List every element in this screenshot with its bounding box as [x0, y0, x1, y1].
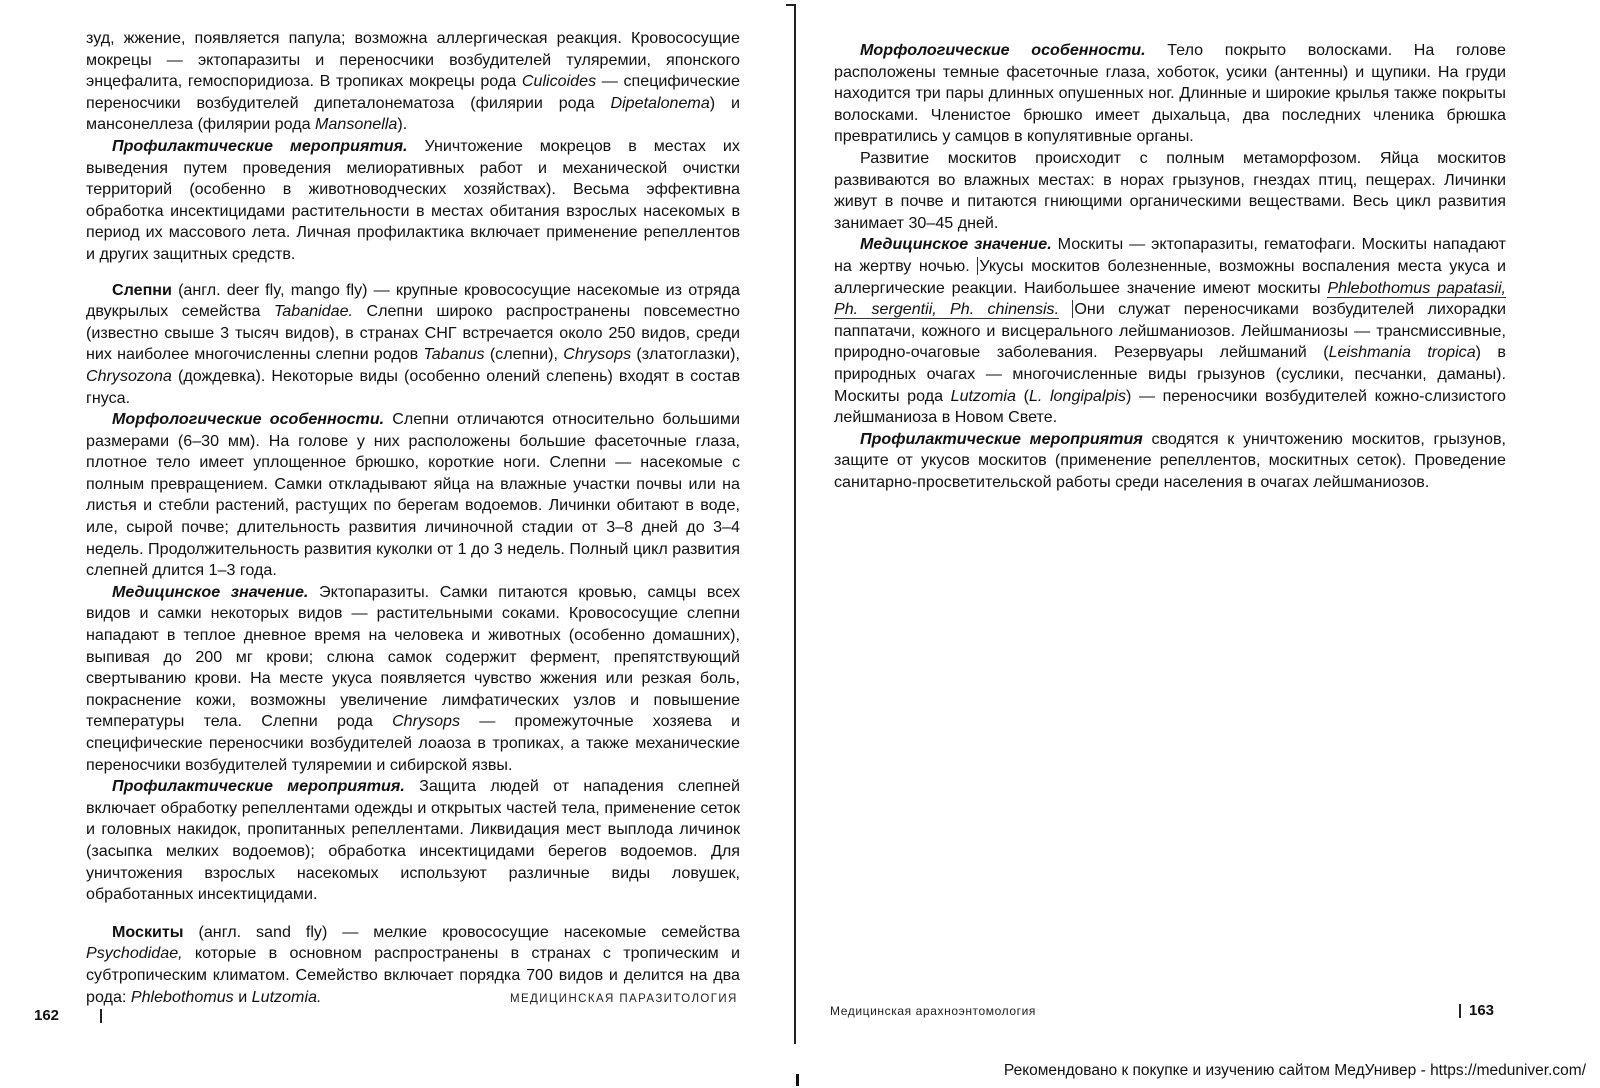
section-heading: Медицинское значение. — [860, 235, 1052, 254]
running-head: Медицинская арахноэнтомология — [830, 1004, 1037, 1018]
folio-rule — [1459, 1004, 1461, 1018]
paragraph: Профилактические мероприятия. Уничтожение мокрецов в местах их выведения путем проведения мелиоративных работ и механической очистки территорий (особенно в животноводческих хозяйствах). Весьма эффективна обработка инсектицидами растительности в местах обитания взрослых насекомых в период их массового лета. Личная профилактика включает применение репеллентов и других защитных средств. — [86, 136, 740, 263]
underlined-species: Phlebothomus papatasii, Ph. sergentii, Ph. chinensis. — [834, 278, 1506, 319]
left-text-column — [86, 28, 740, 1008]
term-heading: Москиты — [112, 922, 184, 941]
paragraph: Профилактические мероприятия сводятся к уничтожению москитов, грызунов, защите от укусов москитов (применение репеллентов, москитных сеток). Проведение санитарно-просветительской работы среди населения в очагах лейшманиозов. — [834, 429, 1506, 491]
right-page — [790, 0, 1600, 1088]
watermark-note: Рекомендовано к покупке и изучению сайтом МедУнивер - https://meduniver.com/ — [1003, 1062, 1586, 1079]
section-heading: Медицинское значение. — [112, 582, 309, 601]
section-heading: Профилактические мероприятия — [860, 429, 1143, 448]
paragraph: Москиты (англ. sand fly) — мелкие кровососущие насекомые семейства Psychodidae, которые в основном распространены в странах с тропическим и субтропическим климатом. Семейство включает порядка 700 видов и делится на два рода: Phlebothomus и Lutzomia. — [86, 922, 740, 1006]
section-heading: Морфологические особенности. — [860, 41, 1146, 59]
page-number: 162 — [34, 1007, 60, 1024]
section-heading: Профилактические мероприятия. — [112, 136, 408, 155]
paragraph: Профилактические мероприятия. Защита людей от нападения слепней включает обработку репеллентами одежды и открытых частей тела, применение сеток и головных накидок, пропитанных репеллентами. Ликвидация мест выплода личинок (засыпка мелких водоемов); обработка инсектицидами берегов водоемов. Для уничтожения взрослых насекомых используют различные виды ловушек, обработанных инсектицидами. — [86, 777, 740, 904]
paragraph: Медицинское значение. Москиты — эктопаразиты, гематофаги. Москиты нападают на жертву ночью. Укусы москитов болезненные, возможны воспаления места укуса и аллергические реакции. Наибольшее значение имеют москиты Phlebothomus papatasii, Ph. sergentii, Ph. chinensis. Они служат переносчиками возбудителей лихорадки паппатачи, кожного и висцерального лейшманиозов. Лейшманиозы — трансмиссивные, природно-очаговые заболевания. Резервуары лейшманий (Leishmania tropica) в природных очагах — многочисленные виды грызунов (суслики, песчанки, даманы). Москиты рода Lutzomia (L. longipalpis) — переносчики возбудителей кожно-слизистого лейшманиоза в Новом Свете. — [834, 235, 1506, 427]
paragraph: зуд, жжение, появляется папула; возможна аллергическая реакция. Кровососущие мокрецы — эктопаразиты и переносчики возбудителей туляремии, японского энцефалита, гемоспоридиоза. В тропиках мокрецы рода Culicoides — специфические переносчики возбудителей дипеталонематоза (филярии рода Dipetalonema) и мансонеллеза (филярии рода Mansonella). — [86, 29, 741, 134]
paragraph: Слепни (англ. deer fly, mango fly) — крупные кровососущие насекомые из отряда двукрылых семейства Tabanidae. Слепни широко распространены повсеместно (известно свыше 3 тысяч видов), в странах СНГ встречается около 250 видов, среди них наиболее многочисленны слепни родов Tabanus (слепни), Chrysops (златоглазки), Chrysozona (дождевка). Некоторые виды (особенно олений слепень) входят в состав гнуса. — [86, 280, 740, 407]
handwritten-bracket-mark: Они служат переносчиками возбудителей лихорадки паппатачи, кожного и висцерального лейшманиозов. — [834, 300, 1506, 340]
paragraph: Морфологические особенности. Тело покрыто волосками. На голове расположены темные фасеточные глаза, хоботок, усики (антенны) и щупики. На груди находится три пары длинных опушенных ног. Длинные и широкие крылья также покрыты волосками. Членистое брюшко имеет дыхальца, два последних членика брюшка превратились у самцов в копулятивные органы. — [834, 41, 1506, 146]
paragraph: Развитие москитов происходит с полным метаморфозом. Яйца москитов развиваются во влажных местах: в норах грызунов, гнездах птиц, пещерах. Личинки живут в почве и питаются гниющими органическими веществами. Весь цикл развития занимает 30–45 дней. — [834, 148, 1506, 232]
paragraph: Морфологические особенности. Слепни отличаются относительно большими размерами (6–30 мм). На голове у них расположены большие фасеточные глаза, плотное тело имеет уплощенное брюшко, короткие ноги. Слепни — насекомые с полным превращением. Самки откладывают яйца на влажные участки почвы или на листья и стебли растений, растущих по берегам водоемов. Личинки обитают в воде, иле, сырой почве; длительность развития личиночной стадии от 3–8 дней до 3–4 недель. Продолжительность развития куколки от 1 до 3 недель. Полный цикл развития слепней длится 1–3 года. — [86, 410, 740, 580]
folio-rule — [100, 1009, 102, 1023]
running-head: МЕДИЦИНСКАЯ ПАРАЗИТОЛОГИЯ — [510, 993, 738, 1005]
paragraph: Медицинское значение. Эктопаразиты. Самки питаются кровью, самцы всех видов и самки некоторых видов — растительными соками. Кровососущие слепни нападают в теплое дневное время на человека и животных (особенно домашних), выпивая до 200 мг крови; слюна самок содержит фермент, препятствующий свертыванию крови. На месте укуса появляется чувство жжения или резкая боль, покраснение кожи, возможны увеличение лимфатических узлов и повышение температуры тела. Слепни рода Chrysops — промежуточные хозяева и специфические переносчики возбудителей лоаоза в тропиках, а также механические переносчики возбудителей туляремии и сибирской язвы. — [86, 582, 740, 774]
section-heading: Профилактические мероприятия. — [112, 777, 405, 796]
page-number: 163 — [1469, 1002, 1495, 1019]
right-text-column — [834, 40, 1506, 493]
left-page — [0, 0, 790, 1088]
term-heading: Слепни — [112, 280, 172, 299]
handwritten-bracket-mark: Укусы москитов болезненные, возможны воспаления места укуса и аллергические реакции. — [834, 256, 1506, 297]
section-heading: Морфологические особенности. — [112, 410, 385, 429]
